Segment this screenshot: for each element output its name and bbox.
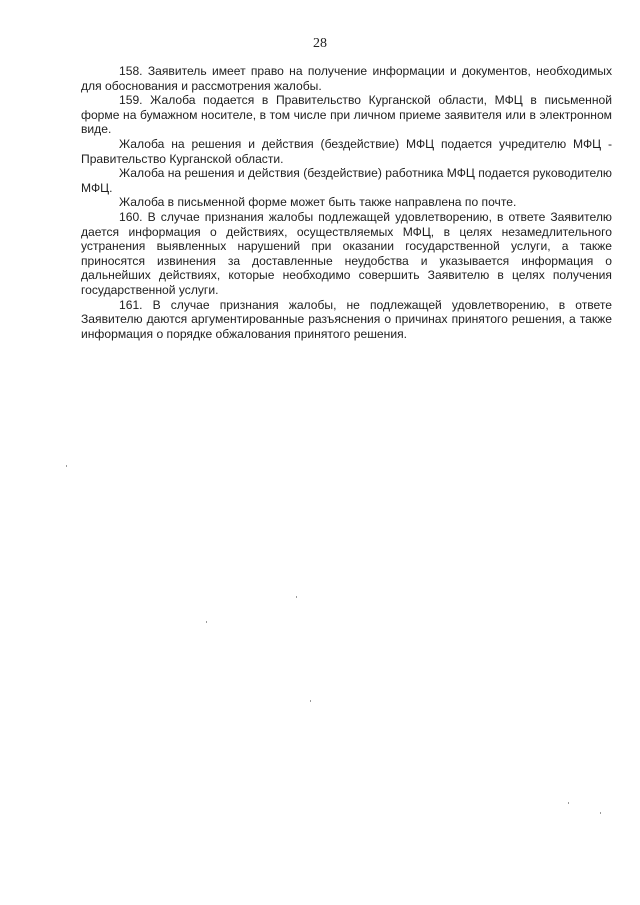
scan-speck — [310, 700, 311, 702]
scan-speck — [206, 621, 207, 623]
scan-speck — [568, 802, 569, 804]
paragraph-161: 161. В случае признания жалобы, не подлежащей удовлетворению, в ответе Заявителю даются аргументированные разъяснения о причинах принятого решения, а также информация о порядке обжалования принятого решения. — [81, 297, 612, 341]
page-number: 28 — [313, 36, 327, 51]
paragraph-mfc-complaint: Жалоба на решения и действия (бездействие) МФЦ подается учредителю МФЦ - Правительство Курганской области. — [81, 136, 612, 166]
scan-speck — [296, 596, 297, 598]
scan-speck — [66, 465, 67, 467]
paragraph-160: 160. В случае признания жалобы подлежащей удовлетворению, в ответе Заявителю дается информация о действиях, осуществляемых МФЦ, в целях незамедлительного устранения выявленных нарушений при оказании государственной услуги, а также приносятся извинения за доставленные неудобства и указывается информация о дальнейших действиях, которые необходимо совершить Заявителю в целях получения государственной услуги. — [81, 209, 612, 297]
paragraph-159: 159. Жалоба подается в Правительство Курганской области, МФЦ в письменной форме на бумажном носителе, в том числе при личном приеме заявителя или в электронном виде. — [81, 93, 612, 137]
paragraph-worker-complaint: Жалоба на решения и действия (бездействие) работника МФЦ подается руководителю МФЦ. — [81, 166, 612, 195]
paragraph-158: 158. Заявитель имеет право на получение информации и документов, необходимых для обоснования и рассмотрения жалобы. — [81, 64, 612, 93]
document-body — [81, 64, 612, 341]
scan-speck — [600, 812, 601, 814]
paragraph-postal-complaint: Жалоба в письменной форме может быть также направлена по почте. — [119, 195, 517, 210]
